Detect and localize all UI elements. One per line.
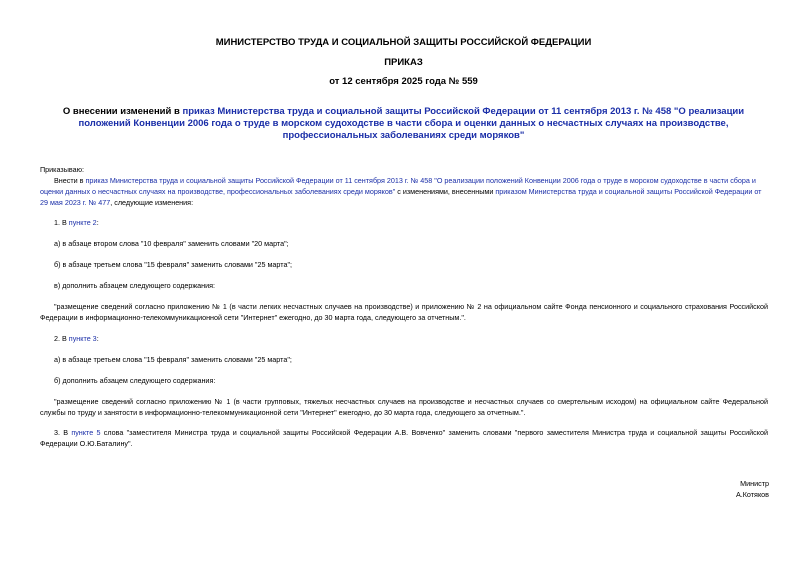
doc-subject bbox=[44, 106, 763, 142]
item-2: 2. В пункте 3: bbox=[54, 334, 99, 343]
item-1b: б) в абзаце третьем слова "15 февраля" заменить словами "25 марта"; bbox=[54, 260, 293, 269]
item-3: 3. В пункте 5 слова "заместителя Министра труда и социальной защиты Российской Федерации А.В. Вовченко" заменить словами "первого заместителя Министра труда и социальной защиты Российской Федерации О.Ю.Баталину". bbox=[40, 428, 768, 448]
signature-name: А.Котяков bbox=[735, 490, 769, 499]
item-1: 1. В пункте 2: bbox=[54, 218, 99, 227]
item-2b: б) дополнить абзацем следующего содержания: bbox=[54, 376, 216, 385]
order-word: Приказываю: bbox=[40, 165, 84, 174]
subject-prefix: О внесении изменений в bbox=[62, 106, 183, 117]
item-3-link[interactable]: пункте 5 bbox=[71, 428, 101, 437]
item-1-link[interactable]: пункте 2 bbox=[68, 218, 97, 227]
item-2a: а) в абзаце третьем слова "15 февраля" заменить словами "25 марта"; bbox=[54, 355, 292, 364]
signature-title: Министр bbox=[740, 479, 769, 488]
intro-order-link[interactable]: приказ Министерства труда и социальной защиты Российской Федерации от 11 сентября 2013 г. № 458 "О реализации положений Конвенции 2006 года о труде в морском судоходстве в части сбора и оценки данных о несчастных случаях на производстве, профессиональных заболеваниях среди моряков" bbox=[40, 176, 756, 196]
amending-order-link[interactable]: приказом Министерства труда и социальной защиты Российской Федерации от 29 мая 2023 г. № 477 bbox=[40, 187, 762, 207]
subject-order-link[interactable]: приказ Министерства труда и социальной защиты Российской Федерации от 11 сентября 2013 г. № 458 "О реализации положений Конвенции 2006 года о труде в морском судоходстве в части сбора и оценки данных о несчастных случаях на производстве, профессиональных заболеваниях среди моряков" bbox=[78, 106, 745, 141]
item-1c: в) дополнить абзацем следующего содержания: bbox=[54, 281, 216, 290]
ministry-title: МИНИСТЕРСТВО ТРУДА И СОЦИАЛЬНОЙ ЗАЩИТЫ РОССИЙСКОЙ ФЕДЕРАЦИИ bbox=[215, 37, 592, 48]
item-2b-quote: "размещение сведений согласно приложению № 1 (в части групповых, тяжелых несчастных случаев на производстве и несчастных случаев со смертельным исходом) на официальном сайте Федеральной службы по труду и занятости в информационно-телекоммуникационной сети "Интернет" ежегодно, до 30 марта года, следующего за отчетным.". bbox=[40, 397, 768, 417]
intro-paragraph: Внести в приказ Министерства труда и социальной защиты Российской Федерации от 11 сентября 2013 г. № 458 "О реализации положений Конвенции 2006 года о труде в морском судоходстве в части сбора и оценки данных о несчастных случаях на производстве, профессиональных заболеваниях среди моряков" с изменениями, внесенными приказом Министерства труда и социальной защиты Российской Федерации от 29 мая 2023 г. № 477, следующие изменения: bbox=[40, 176, 762, 207]
doc-type: ПРИКАЗ bbox=[384, 57, 423, 68]
item-2-link[interactable]: пункте 3 bbox=[68, 334, 97, 343]
doc-date-number: от 12 сентября 2025 года № 559 bbox=[329, 76, 478, 87]
item-1c-quote: "размещение сведений согласно приложению № 1 (в части легких несчастных случаев на производстве) и приложению № 2 на официальном сайте Фонда пенсионного и социального страхования Российской Федерации в информационно-телекоммуникационной сети "Интернет" ежегодно, до 30 марта года, следующего за отчетным.". bbox=[40, 302, 768, 322]
item-1a: а) в абзаце втором слова "10 февраля" заменить словами "20 марта"; bbox=[54, 239, 289, 248]
